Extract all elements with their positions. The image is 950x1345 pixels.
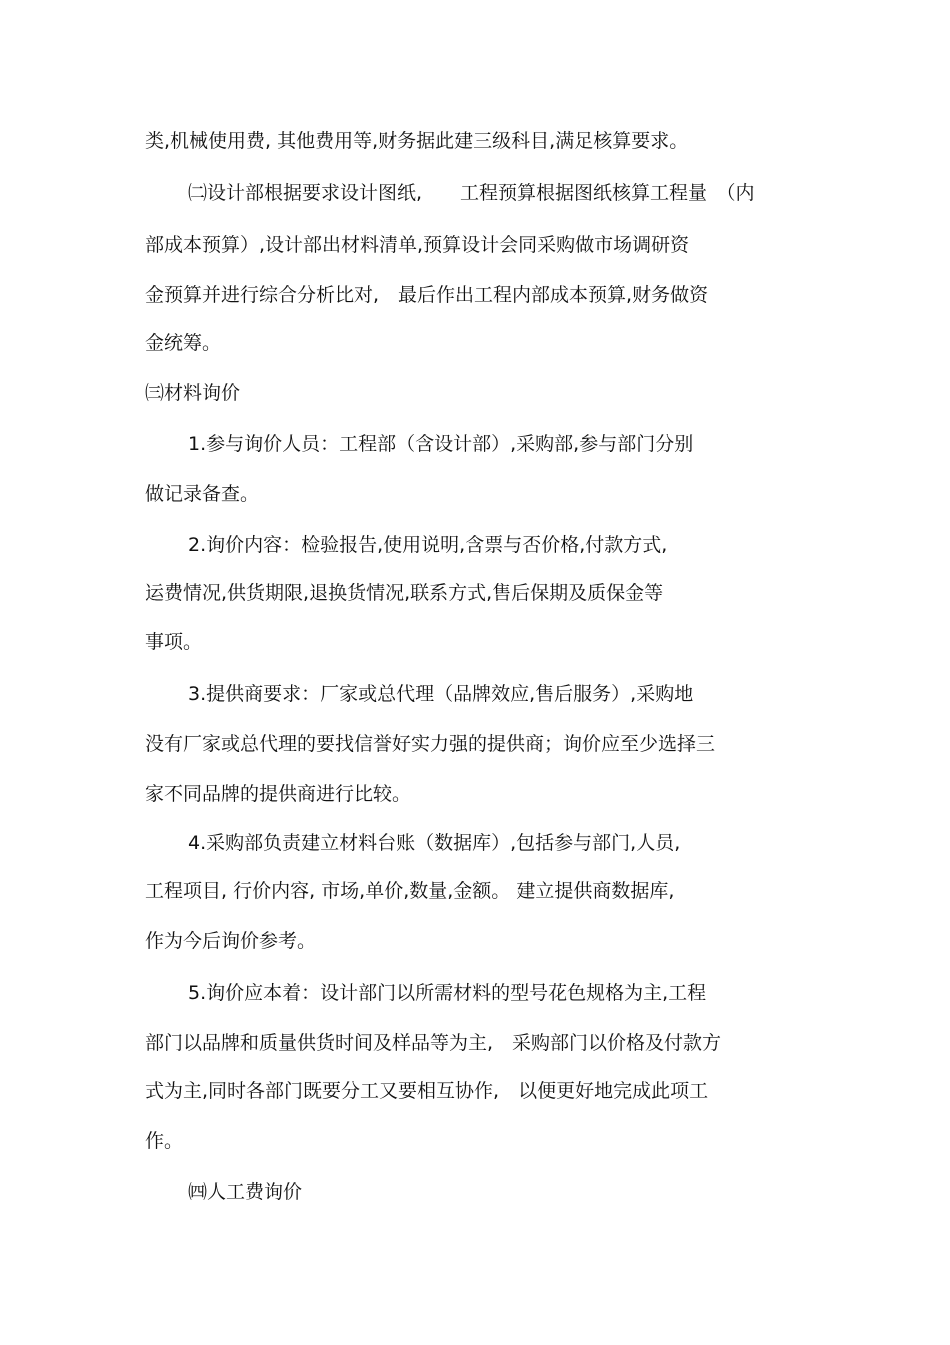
text-line: 5.询价应本着：设计部门以所需材料的型号花色规格为主,工程 [188,982,707,1004]
text-line: 类,机械使用费, 其他费用等,财务据此建三级科目,满足核算要求。 [145,130,689,152]
text-line: 工程项目, 行价内容, 市场,单价,数量,金额。 建立提供商数据库, [145,880,675,902]
text-line: 3.提供商要求：厂家或总代理（品牌效应,售后服务）,采购地 [188,683,694,705]
text-line: 金统筹。 [145,332,222,354]
text-line: 部门以品牌和质量供货时间及样品等为主, 采购部门以价格及付款方 [145,1032,722,1054]
section-heading: ㈣人工费询价 [188,1181,303,1203]
text-line: 作为今后询价参考。 [145,930,317,952]
text-line: 2.询价内容：检验报告,使用说明,含票与否价格,付款方式, [188,534,668,556]
text-line: 部成本预算）,设计部出材料清单,预算设计会同采购做市场调研资 [145,234,690,256]
text-line: 家不同品牌的提供商进行比较。 [145,783,412,805]
section-heading: ㈢材料询价 [145,382,241,404]
text-line: 1.参与询价人员：工程部（含设计部）,采购部,参与部门分别 [188,433,694,455]
text-line: 事项。 [145,631,203,653]
text-line: 式为主,同时各部门既要分工又要相互协作, 以便更好地完成此项工 [145,1080,709,1102]
text-line: 4.采购部负责建立材料台账（数据库）,包括参与部门,人员, [188,832,681,854]
text-line: 作。 [145,1130,184,1152]
text-line: 没有厂家或总代理的要找信誉好实力强的提供商；询价应至少选择三 [145,733,716,755]
text-line: 金预算并进行综合分析比对, 最后作出工程内部成本预算,财务做资 [145,284,709,306]
text-line: ㈡设计部根据要求设计图纸, 工程预算根据图纸核算工程量 （内 [188,182,755,204]
text-line: 做记录备查。 [145,483,260,505]
text-line: 运费情况,供货期限,退换货情况,联系方式,售后保期及质保金等 [145,582,664,604]
